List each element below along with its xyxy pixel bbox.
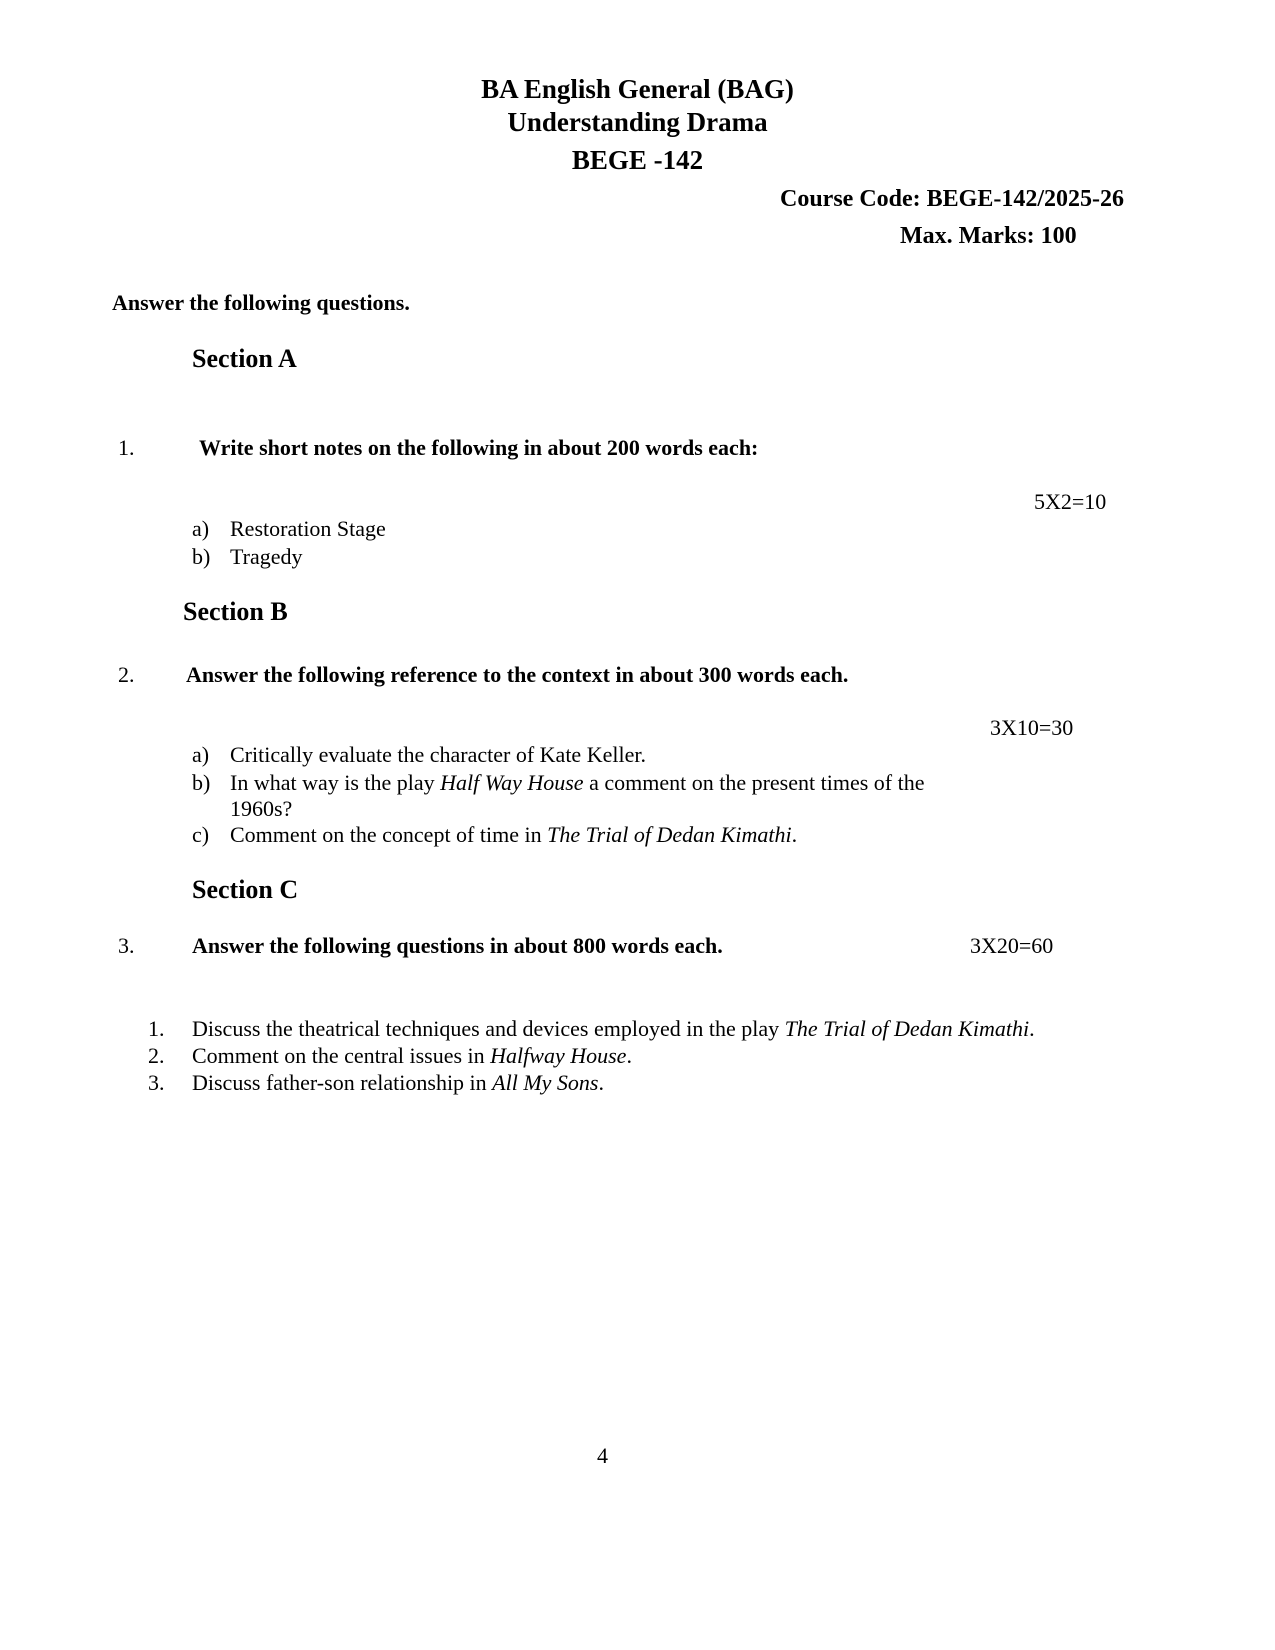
play-title: Half Way House <box>440 770 584 795</box>
question-2-text: Answer the following reference to the context in about 300 words each. <box>186 662 849 687</box>
item-label: a) <box>192 742 210 767</box>
item-text-post: . <box>1029 1016 1035 1041</box>
question-2-number: 2. <box>118 662 135 687</box>
item-label: 1. <box>148 1016 165 1041</box>
programme-title: BA English General (BAG) <box>481 74 794 104</box>
course-number: BEGE -142 <box>571 145 704 175</box>
item-label: 3. <box>148 1070 165 1095</box>
instruction: Answer the following questions. <box>112 290 410 315</box>
item-text: Critically evaluate the character of Kate Keller. <box>230 742 646 767</box>
section-a-title: Section A <box>192 344 297 373</box>
item-text-pre: Comment on the concept of time in <box>230 822 548 847</box>
question-1-item-b <box>192 544 303 570</box>
item-label: b) <box>192 544 211 569</box>
play-title: The Trial of Dedan Kimathi <box>547 822 792 847</box>
question-2-item-a <box>192 742 646 768</box>
item-label: a) <box>192 516 210 541</box>
question-3-text: Answer the following questions in about 800 words each. <box>192 933 723 958</box>
question-2-item-b-continuation: 1960s? <box>230 796 293 821</box>
question-1-item-a <box>192 516 386 542</box>
item-text-pre: Comment on the central issues in <box>192 1043 491 1068</box>
play-title: The Trial of Dedan Kimathi <box>784 1016 1030 1041</box>
question-2-item-b <box>192 770 924 796</box>
section-b-title: Section B <box>183 597 288 626</box>
course-title: Understanding Drama <box>507 107 768 137</box>
page-number: 4 <box>597 1443 608 1468</box>
question-3-item-1 <box>148 1016 1035 1042</box>
question-2-marks: 3X10=30 <box>990 715 1074 740</box>
item-text-post: a comment on the present times of the <box>583 770 925 795</box>
item-label: c) <box>192 822 210 847</box>
max-marks: Max. Marks: 100 <box>900 223 1077 249</box>
item-label: 2. <box>148 1043 165 1068</box>
question-1-number: 1. <box>118 435 135 460</box>
item-text-pre: In what way is the play <box>230 770 441 795</box>
item-text: Tragedy <box>230 544 303 569</box>
question-3-item-3 <box>148 1070 604 1096</box>
play-title: Halfway House <box>490 1043 627 1068</box>
item-text-post: . <box>598 1070 604 1095</box>
section-c-title: Section C <box>192 875 299 904</box>
question-3-item-2 <box>148 1043 632 1069</box>
course-code: Course Code: BEGE-142/2025-26 <box>780 186 1124 212</box>
item-text-pre: Discuss father-son relationship in <box>192 1070 493 1095</box>
play-title: All My Sons <box>492 1070 599 1095</box>
question-2-item-c <box>192 822 797 848</box>
question-3-number: 3. <box>118 933 135 958</box>
item-text-post: . <box>626 1043 632 1068</box>
item-label: b) <box>192 770 211 795</box>
item-text-pre: Discuss the theatrical techniques and devices employed in the play <box>192 1016 785 1041</box>
item-text: Restoration Stage <box>230 516 386 541</box>
question-3-marks: 3X20=60 <box>970 933 1054 958</box>
item-text-post: . <box>791 822 798 847</box>
question-1-text: Write short notes on the following in about 200 words each: <box>199 435 759 460</box>
question-1-marks: 5X2=10 <box>1034 489 1107 514</box>
